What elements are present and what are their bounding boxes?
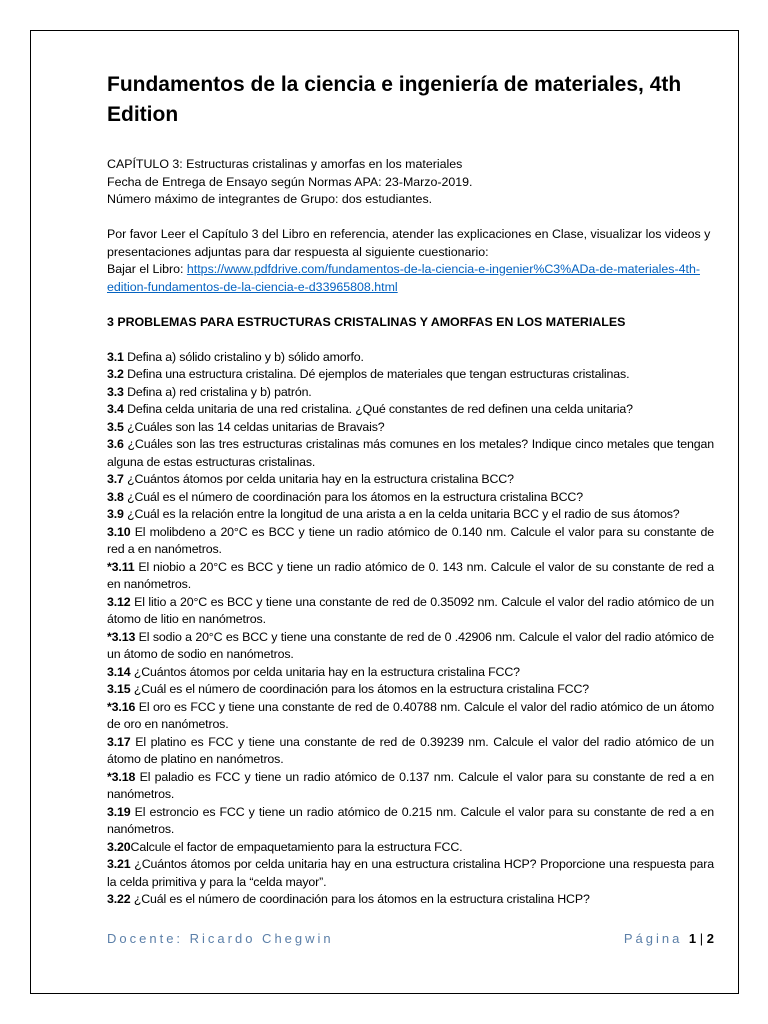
question-number: 3.3 bbox=[107, 384, 124, 399]
question-text: Defina a) red cristalina y b) patrón. bbox=[123, 384, 312, 399]
question-number: 3.6 bbox=[107, 437, 124, 451]
question-text: El molibdeno a 20°C es BCC y tiene un radio atómico de 0.140 nm. Calcule el valor para su constante de red a en nanómetros. bbox=[107, 524, 714, 556]
question-text: El platino es FCC y tiene una constante de red de 0.39239 nm. Calcule el valor del radio atómico de un átomo de platino en nanómetros. bbox=[107, 734, 714, 766]
question-text: El litio a 20°C es BCC y tiene una constante de red de 0.35092 nm. Calcule el valor del radio atómico de un átomo de litio en nanómetros. bbox=[107, 594, 714, 626]
question-text: El niobio a 20°C es BCC y tiene un radio atómico de 0. 143 nm. Calcule el valor de su constante de red a en nanómetros. bbox=[107, 559, 714, 591]
question-text: ¿Cuál es la relación entre la longitud de una arista a en la celda unitaria BCC y el radio de sus átomos? bbox=[123, 507, 680, 521]
page-indicator bbox=[624, 931, 714, 946]
question-number: 3.5 bbox=[107, 419, 124, 434]
docente-label: Docente: Ricardo Chegwin bbox=[107, 931, 334, 946]
instructions-paragraph: Por favor Leer el Capítulo 3 del Libro en referencia, atender las explicaciones en Clase, visualizar los videos y presentaciones adjuntas para dar respuesta al siguiente cuestionario: bbox=[107, 227, 711, 259]
chapter-line: CAPÍTULO 3: Estructuras cristalinas y amorfas en los materiales bbox=[107, 157, 463, 171]
question-text: ¿Cuáles son las 14 celdas unitarias de Bravais? bbox=[123, 419, 385, 434]
question-item bbox=[107, 419, 714, 437]
question-number: *3.11 bbox=[107, 559, 135, 574]
section-heading: 3 PROBLEMAS PARA ESTRUCTURAS CRISTALINAS Y AMORFAS EN LOS MATERIALES bbox=[107, 314, 626, 329]
question-number: 3.9 bbox=[107, 507, 124, 521]
question-number: 3.19 bbox=[107, 804, 131, 819]
question-text: El oro es FCC y tiene una constante de red de 0.40788 nm. Calcule el valor del radio atómico de un átomo de oro en nanómetros. bbox=[107, 699, 714, 731]
question-number: 3.17 bbox=[107, 734, 131, 749]
question-number: 3.1 bbox=[107, 349, 124, 364]
question-item bbox=[107, 629, 714, 664]
question-item bbox=[107, 401, 714, 419]
page-label: Página bbox=[623, 931, 689, 946]
question-number: 3.7 bbox=[107, 472, 124, 486]
question-item bbox=[107, 664, 714, 682]
question-number: 3.20 bbox=[107, 839, 131, 854]
question-text: El estroncio es FCC y tiene un radio atómico de 0.215 nm. Calcule el valor para su constante de red a en nanómetros. bbox=[107, 804, 714, 836]
question-number: 3.21 bbox=[107, 857, 131, 871]
document-title: Fundamentos de la ciencia e ingeniería de materiales, 4th Edition bbox=[107, 73, 682, 126]
question-number: 3.12 bbox=[107, 594, 131, 609]
question-item bbox=[107, 349, 714, 367]
question-number: 3.4 bbox=[107, 402, 124, 416]
question-number: *3.18 bbox=[107, 769, 136, 784]
question-number: 3.15 bbox=[107, 682, 131, 696]
question-item bbox=[107, 489, 714, 507]
question-item bbox=[107, 594, 714, 629]
page-separator: | bbox=[696, 931, 707, 946]
page-footer bbox=[107, 931, 714, 951]
question-number: 3.22 bbox=[107, 892, 131, 906]
download-label: Bajar el Libro: bbox=[107, 262, 187, 276]
question-text: ¿Cuántos átomos por celda unitaria hay en una estructura cristalina HCP? Proporcione una respuesta para la celda primitiva y para la “celda mayor”. bbox=[107, 857, 714, 889]
download-line bbox=[107, 261, 714, 296]
question-item bbox=[107, 891, 714, 909]
question-number: *3.16 bbox=[107, 699, 136, 714]
group-size-line: Número máximo de integrantes de Grupo: dos estudiantes. bbox=[107, 192, 433, 206]
question-item bbox=[107, 524, 714, 559]
question-text: ¿Cuántos átomos por celda unitaria hay en la estructura cristalina FCC? bbox=[130, 664, 520, 679]
document-body bbox=[107, 70, 714, 909]
question-number: 3.8 bbox=[107, 489, 124, 504]
question-number: 3.2 bbox=[107, 367, 124, 381]
question-item bbox=[107, 436, 714, 471]
question-number: 3.10 bbox=[107, 524, 131, 539]
questions-list bbox=[107, 349, 714, 909]
question-text: ¿Cuál es el número de coordinación para los átomos en la estructura cristalina BCC? bbox=[123, 489, 583, 504]
question-text: ¿Cuáles son las tres estructuras cristalinas más comunes en los metales? Indique cinco metales que tengan alguna de estas estructuras cristalinas. bbox=[107, 437, 714, 469]
question-item bbox=[107, 559, 714, 594]
question-text: Calcule el factor de empaquetamiento para la estructura FCC. bbox=[130, 839, 463, 854]
question-item bbox=[107, 699, 714, 734]
question-item bbox=[107, 734, 714, 769]
question-item bbox=[107, 366, 714, 384]
question-text: Defina a) sólido cristalino y b) sólido amorfo. bbox=[123, 349, 364, 364]
question-item bbox=[107, 839, 714, 857]
question-item bbox=[107, 506, 714, 524]
question-item bbox=[107, 856, 714, 891]
question-number: 3.14 bbox=[107, 664, 131, 679]
question-number: *3.13 bbox=[107, 629, 136, 644]
question-text: El sodio a 20°C es BCC y tiene una constante de red de 0 .42906 nm. Calcule el valor del radio atómico de un átomo de sodio en nanómetros. bbox=[107, 629, 714, 661]
question-item bbox=[107, 384, 714, 402]
due-date-line: Fecha de Entrega de Ensayo según Normas APA: 23-Marzo-2019. bbox=[107, 174, 473, 189]
question-item bbox=[107, 681, 714, 699]
question-item bbox=[107, 471, 714, 489]
question-item bbox=[107, 769, 714, 804]
question-text: ¿Cuántos átomos por celda unitaria hay en la estructura cristalina BCC? bbox=[123, 472, 514, 486]
question-text: ¿Cuál es el número de coordinación para los átomos en la estructura cristalina FCC? bbox=[130, 682, 589, 696]
total-pages: 2 bbox=[706, 931, 714, 946]
question-text: Defina celda unitaria de una red cristalina. ¿Qué constantes de red definen una celda unitaria? bbox=[123, 402, 633, 416]
question-text: El paladio es FCC y tiene un radio atómico de 0.137 nm. Calcule el valor para su constante de red a en nanómetros. bbox=[107, 769, 714, 801]
book-link[interactable]: https://www.pdfdrive.com/fundamentos-de-la-ciencia-e-ingenier%C3%ADa-de-materiales-4th-edition-fundamentos-de-la-ciencia-e-d33965808.html bbox=[107, 262, 700, 294]
question-item bbox=[107, 804, 714, 839]
question-text: Defina una estructura cristalina. Dé ejemplos de materiales que tengan estructuras cristalinas. bbox=[123, 367, 630, 381]
question-text: ¿Cuál es el número de coordinación para los átomos en la estructura cristalina HCP? bbox=[130, 892, 590, 906]
page-number: 1 bbox=[688, 931, 697, 946]
